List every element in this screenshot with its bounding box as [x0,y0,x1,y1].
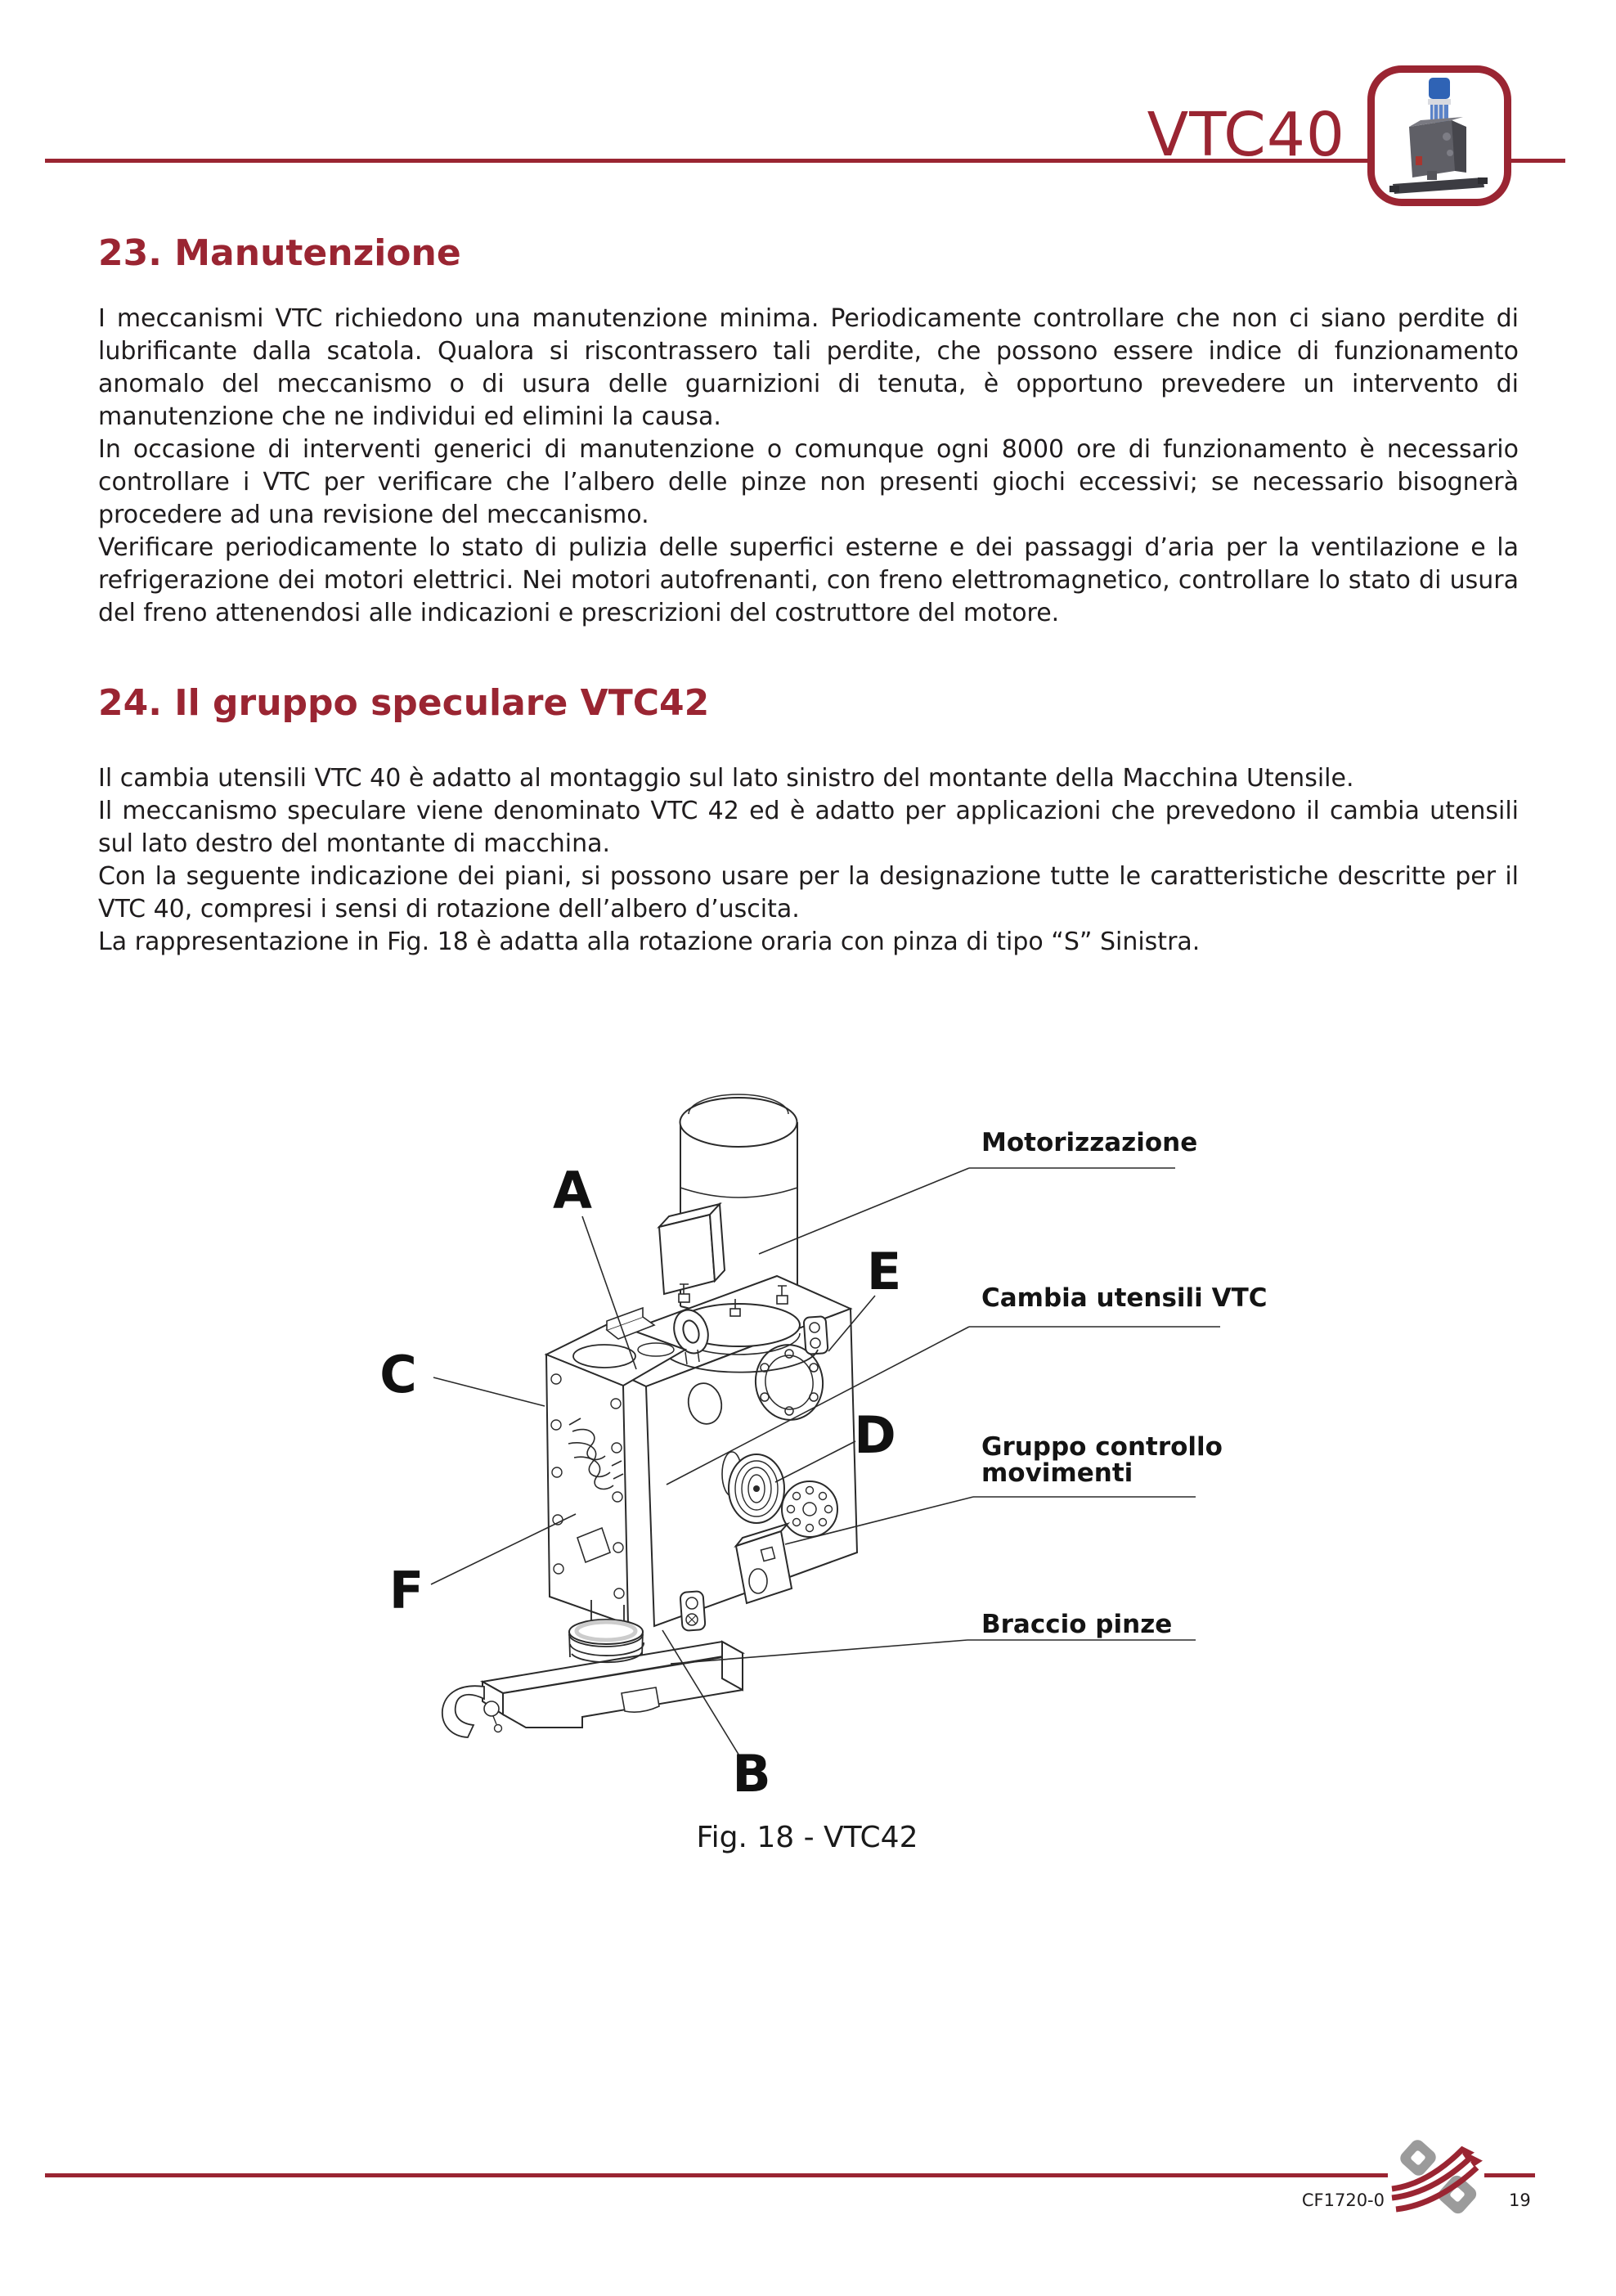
paragraph: Verificare periodicamente lo stato di pulizia delle superfici esterne e dei passaggi d’aria per la ventilazione e la refrigerazione dei motori elettrici. Nei motori autofrenanti, con freno elettromagnetico, controllare lo stato di usura del freno attenendosi alle indicazioni e prescrizioni del costruttore del motore. [98,533,1519,627]
mini-red-plate [1416,156,1422,165]
marker-e-label: E [866,1242,902,1301]
gripper-arm-drawing [442,1642,743,1737]
callout-braccio-pinze: Braccio pinze [981,1610,1173,1639]
marker-c-label: C [379,1345,417,1404]
paragraph: Il cambia utensili VTC 40 è adatto al montaggio sul lato sinistro del montante della Macchina Utensile. [98,764,1354,793]
paragraph: La rappresentazione in Fig. 18 è adatta alla rotazione oraria con pinza di tipo “S” Sinistra. [98,928,1201,956]
footer-logo [1390,2140,1484,2218]
section-24-body [98,762,1519,959]
paragraph: Il meccanismo speculare viene denominato VTC 42 ed è adatto per applicazioni che prevedono il cambia utensili sul lato destro del montante di macchina. [98,797,1519,858]
mini-motor-cylinder [1429,78,1450,99]
footer-rule-left [45,2173,1388,2177]
marker-c-leader-line [433,1377,545,1406]
footer-rule-right [1484,2173,1535,2177]
mini-output-shaft [1427,171,1437,180]
callout-gruppo-controllo-line1: Gruppo controllo [981,1432,1223,1462]
section-23-heading: 23. Manutenzione [98,232,461,274]
figure-18-diagram [0,1047,1616,1889]
manufacturer-logo-icon [1390,2140,1484,2215]
mini-motor-band [1428,99,1451,105]
paragraph: I meccanismi VTC richiedono una manutenzione minima. Periodicamente controllare che non ci siano perdite di lubrificante dalla scatola. Qualora si riscontrassero tali perdite, che possono essere indice di funzionamento anomalo del meccanismo o di usura delle guarnizioni di tenuta, è opportuno prevedere un intervento di manutenzione che ne individui ed elimini la causa. [98,304,1519,431]
machine-photo-badge [1367,65,1511,206]
section-23-body [98,303,1519,630]
marker-f-label: F [388,1561,424,1620]
mini-gripper-arm [1393,177,1484,194]
marker-d-label: D [854,1405,896,1465]
page-title: VTC40 [1147,100,1345,170]
figure-caption: Fig. 18 - VTC42 [696,1821,918,1854]
marker-a-label: A [553,1161,592,1220]
footer-doc-code: CF1720-0 [1301,2190,1385,2210]
section-24-heading: 24. Il gruppo speculare VTC42 [98,682,710,724]
callout-gruppo-controllo-line2: movimenti [981,1458,1133,1488]
mini-gearbox-body [1409,120,1455,177]
paragraph: Con la seguente indicazione dei piani, si possono usare per la designazione tutte le caratteristiche descritte per il VTC 40, compresi i sensi di rotazione dell’albero d’uscita. [98,862,1519,923]
marker-b-label: B [732,1744,771,1804]
paragraph: In occasione di interventi generici di manutenzione o comunque ogni 8000 ore di funzionamento è necessario controllare i VTC per verificare che l’albero delle pinze non presenti giochi eccessivi; se necessario bisognerà procedere ad una revisione del meccanismo. [98,435,1519,529]
header-rule-right [1511,159,1565,163]
page-number: 19 [1509,2190,1531,2210]
callout-motorizzazione: Motorizzazione [981,1128,1198,1157]
vtc40-machine-thumbnail-icon [1375,73,1504,199]
callout-cambia-utensili: Cambia utensili VTC [981,1283,1268,1313]
motorizzazione-leader-line [759,1168,969,1254]
